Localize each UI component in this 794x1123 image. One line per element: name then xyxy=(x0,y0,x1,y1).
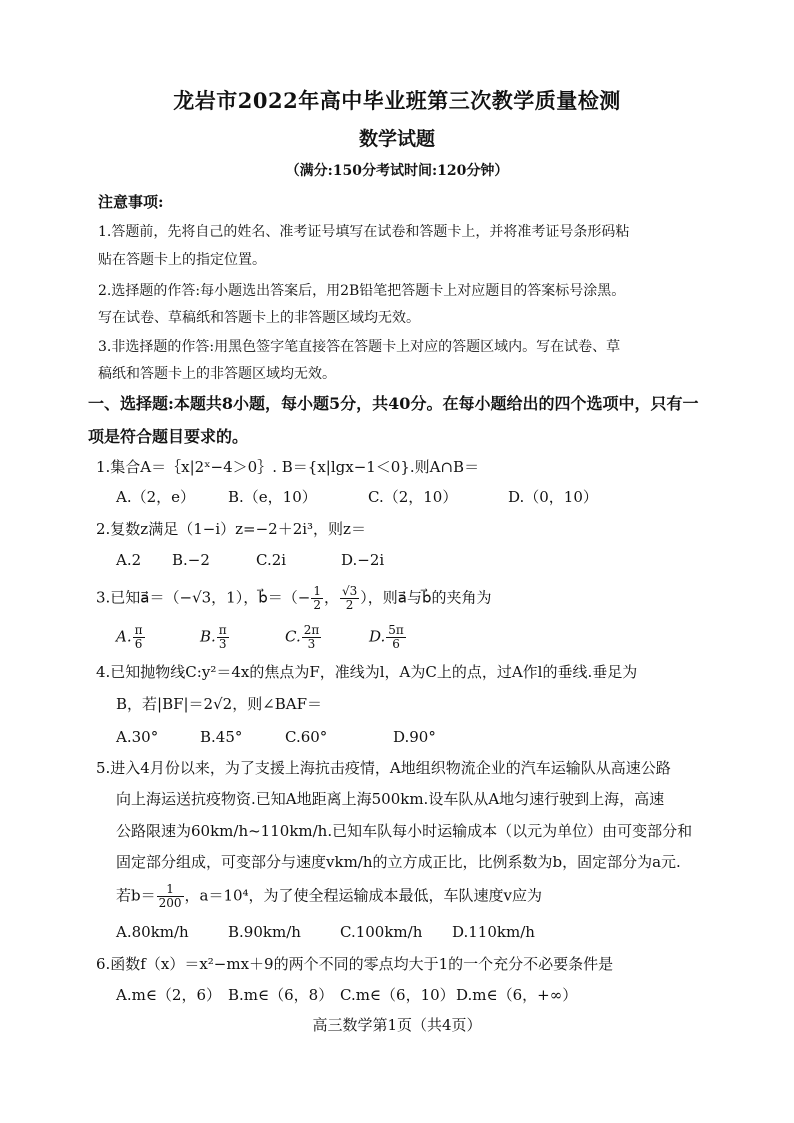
q5-stem-part: ，a＝10⁴，为了使全程运输成本最低，车队速度v应为 xyxy=(184,886,543,905)
fraction-numerator: √3 xyxy=(341,584,358,598)
question-6-stem: 6.函数f（x）＝x²−mx＋9的两个不同的零点均大于1的一个充分不必要条件是 xyxy=(96,955,614,973)
question-5-line5 xyxy=(116,883,542,910)
q3-stem-part: ， xyxy=(323,588,339,607)
fraction-numerator: π xyxy=(218,623,227,637)
fraction-numerator: 5π xyxy=(388,623,404,637)
question-5-line4: 固定部分组成，可变部分与速度vkm/h的立方成正比，比例系数为b，固定部分为a元. xyxy=(116,853,681,871)
section-heading: 一、选择题:本题共8小题，每小题5分，共40分。在每小题给出的四个选项中，只有一 xyxy=(88,394,699,413)
question-5-line1: 5.进入4月份以来，为了支援上海抗击疫情，A地组织物流企业的汽车运输队从高速公路 xyxy=(96,759,671,777)
question-4-line1: 4.已知抛物线C:y²＝4x的焦点为F，准线为l，A为C上的点，过A作l的垂线.垂足为 xyxy=(96,663,638,681)
q4-option-d: D.90° xyxy=(393,728,436,746)
fraction-denominator: 2 xyxy=(313,598,321,612)
q1-option-c: C.（2，10） xyxy=(368,488,458,506)
q4-option-a: A.30° xyxy=(116,728,159,746)
q3-option-c xyxy=(285,624,322,651)
q6-option-a: A.m∈（2，6） xyxy=(116,986,222,1004)
q6-option-b: B.m∈（6，8） xyxy=(228,986,334,1004)
q5-option-d: D.110km/h xyxy=(452,923,535,941)
section-heading-cont: 项是符合题目要求的。 xyxy=(88,427,249,446)
q5-option-c: C.100km/h xyxy=(340,923,423,941)
q3-option-b xyxy=(200,624,230,651)
q2-option-c: C.2i xyxy=(256,551,287,569)
q1-option-b: B.（e，10） xyxy=(228,488,317,506)
option-fraction xyxy=(217,624,229,651)
question-5-line3: 公路限速为60km/h~110km/h.已知车队每小时运输成本（以元为单位）由可变部分和 xyxy=(116,822,693,840)
fraction-denominator: 3 xyxy=(307,637,316,651)
notice-line: 2.选择题的作答:每小题选出答案后，用2B铅笔把答题卡上对应题目的答案标号涂黑。 xyxy=(98,283,626,299)
question-2-stem: 2.复数z满足（1−i）z=−2＋2i³，则z＝ xyxy=(96,520,366,538)
fraction-denominator: 3 xyxy=(218,637,227,651)
option-label: C. xyxy=(285,627,301,646)
option-label: D. xyxy=(369,627,386,646)
exam-meta: （满分:150分考试时间:120分钟） xyxy=(285,163,509,179)
fraction-denominator: 200 xyxy=(158,896,182,910)
q3-option-d xyxy=(369,624,407,651)
option-label: B. xyxy=(200,627,216,646)
notice-line: 3.非选择题的作答:用黑色签字笔直接答在答题卡上对应的答题区域内。写在试卷、草 xyxy=(98,339,621,355)
q6-option-d: D.m∈（6，+∞） xyxy=(456,986,578,1004)
exam-title: 龙岩市2022年高中毕业班第三次教学质量检测 xyxy=(173,88,621,113)
exam-subtitle: 数学试题 xyxy=(358,128,435,150)
q5-fraction xyxy=(157,883,184,910)
question-3-stem xyxy=(96,585,491,612)
fraction-numerator: π xyxy=(134,623,143,637)
q3-stem-part: ），则a⃗与b⃗的夹角为 xyxy=(360,588,492,607)
notice-line: 贴在答题卡上的指定位置。 xyxy=(98,252,266,268)
q1-option-a: A.（2，e） xyxy=(116,488,196,506)
option-fraction xyxy=(386,624,406,651)
question-5-line2: 向上海运送抗疫物资.已知A地距离上海500km.设车队从A地匀速行驶到上海，高速 xyxy=(116,790,665,808)
q3-option-a xyxy=(116,624,146,651)
q5-option-b: B.90km/h xyxy=(228,923,301,941)
fraction-denominator: 6 xyxy=(134,637,143,651)
q5-stem-part: 若b＝ xyxy=(116,886,156,905)
notice-line: 写在试卷、草稿纸和答题卡上的非答题区域均无效。 xyxy=(98,310,420,326)
q3-stem-part: 3.已知a⃗＝（−√3，1），b⃗＝（− xyxy=(96,588,311,607)
fraction-numerator: 1 xyxy=(157,883,184,897)
fraction-denominator: 2 xyxy=(345,598,354,612)
q4-option-b: B.45° xyxy=(200,728,243,746)
q5-option-a: A.80km/h xyxy=(116,923,189,941)
page-footer: 高三数学第1页（共4页） xyxy=(312,1016,482,1034)
q2-option-d: D.−2i xyxy=(341,551,385,569)
question-4-line2: B，若|BF|＝2√2，则∠BAF＝ xyxy=(116,695,323,713)
q1-option-d: D.（0，10） xyxy=(508,488,598,506)
fraction-numerator: 1 xyxy=(313,584,321,598)
q2-option-b: B.−2 xyxy=(172,551,210,569)
q3-fraction-root3-half xyxy=(340,585,359,612)
notice-line: 1.答题前，先将自己的姓名、准考证号填写在试卷和答题卡上，并将准考证号条形码粘 xyxy=(98,224,630,240)
option-label: A. xyxy=(116,627,132,646)
question-1-stem: 1.集合A＝｛x|2ˣ−4＞0｝. B＝{x|lgx−1＜0}.则A∩B＝ xyxy=(96,458,480,476)
notice-line: 稿纸和答题卡上的非答题区域均无效。 xyxy=(98,366,336,382)
q2-option-a: A.2 xyxy=(116,551,142,569)
q4-option-c: C.60° xyxy=(285,728,328,746)
notice-heading: 注意事项: xyxy=(98,193,164,211)
option-fraction xyxy=(302,624,322,651)
q6-option-c: C.m∈（6，10） xyxy=(340,986,455,1004)
q3-fraction-half xyxy=(311,585,323,612)
fraction-numerator: 2π xyxy=(303,623,320,637)
option-fraction xyxy=(133,624,145,651)
fraction-denominator: 6 xyxy=(392,637,400,651)
